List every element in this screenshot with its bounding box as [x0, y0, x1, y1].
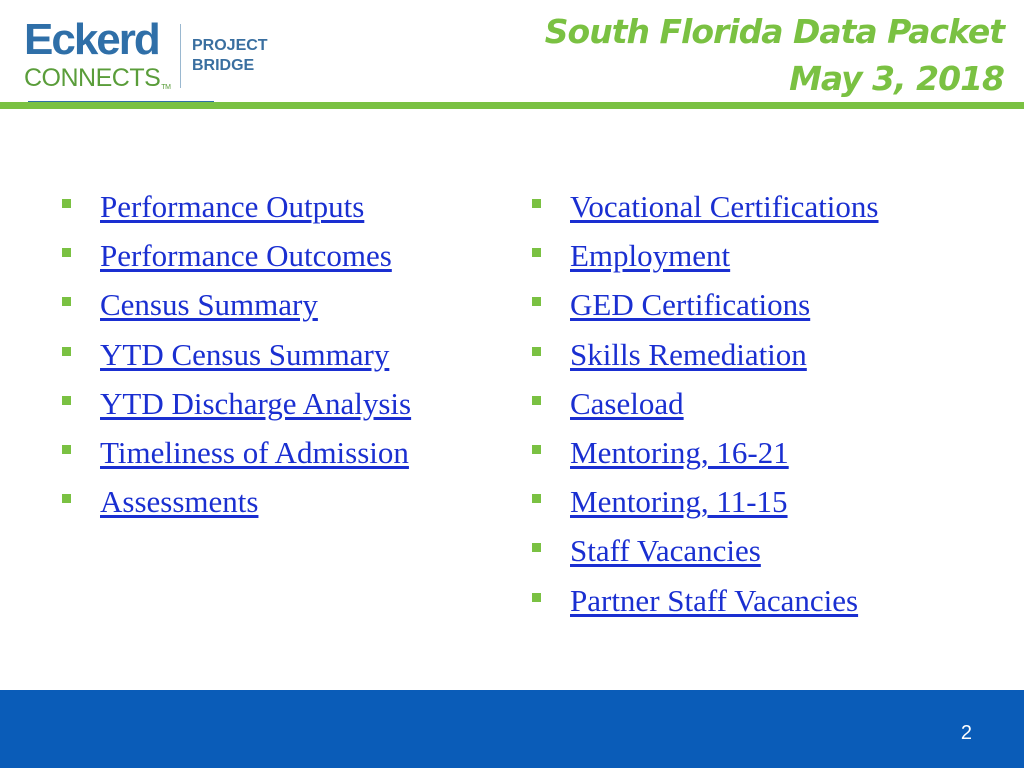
bullet-square-icon [62, 297, 71, 306]
bullet-square-icon [532, 593, 541, 602]
link-census-summary[interactable]: Census Summary [100, 287, 318, 323]
list-item [532, 526, 879, 575]
bullet-square-icon [62, 494, 71, 503]
bullet-square-icon [532, 494, 541, 503]
bullet-square-icon [62, 445, 71, 454]
list-item [62, 379, 411, 428]
logo-brand-text: Eckerd [24, 15, 159, 64]
title-line-1: South Florida Data Packet [544, 12, 1004, 51]
list-item [62, 231, 411, 280]
link-skills-remediation[interactable]: Skills Remediation [570, 336, 807, 372]
list-item [532, 182, 879, 231]
link-ytd-discharge-analysis[interactable]: YTD Discharge Analysis [100, 385, 412, 421]
link-ytd-census-summary[interactable]: YTD Census Summary [100, 336, 390, 372]
bullet-square-icon [532, 297, 541, 306]
link-assessments[interactable]: Assessments [100, 484, 259, 520]
list-item [532, 379, 879, 428]
page-number: 2 [960, 722, 972, 744]
eckerd-connects-logo [22, 6, 272, 106]
bullet-square-icon [532, 347, 541, 356]
list-item [532, 477, 879, 526]
logo-sub-text: CONNECTSTM [24, 64, 171, 92]
bullet-square-icon [532, 199, 541, 208]
bullet-square-icon [532, 543, 541, 552]
logo-project-bridge [192, 36, 268, 76]
list-item [62, 330, 411, 379]
link-list-right [532, 182, 879, 625]
bullet-square-icon [62, 347, 71, 356]
link-caseload[interactable]: Caseload [570, 385, 684, 421]
bullet-square-icon [532, 445, 541, 454]
link-mentoring-16-21[interactable]: Mentoring, 16-21 [570, 434, 789, 470]
bullet-square-icon [62, 396, 71, 405]
link-partner-staff-vacancies[interactable]: Partner Staff Vacancies [570, 582, 859, 618]
link-ged-certifications[interactable]: GED Certifications [570, 287, 811, 323]
logo-divider [180, 24, 181, 88]
list-item [62, 477, 411, 526]
list-item [532, 231, 879, 280]
bullet-square-icon [62, 199, 71, 208]
link-performance-outcomes[interactable]: Performance Outcomes [100, 238, 392, 274]
header-divider [0, 102, 1024, 109]
logo-project-line: PROJECT [192, 37, 268, 54]
list-item [532, 280, 879, 329]
list-item [62, 428, 411, 477]
bullet-square-icon [62, 248, 71, 257]
link-mentoring-11-15[interactable]: Mentoring, 11-15 [570, 484, 788, 520]
link-vocational-certifications[interactable]: Vocational Certifications [570, 189, 879, 224]
logo-bridge-line: BRIDGE [192, 57, 255, 74]
link-timeliness-of-admission[interactable]: Timeliness of Admission [100, 434, 409, 470]
list-item [532, 330, 879, 379]
footer-bar [0, 690, 1024, 768]
list-item [62, 182, 411, 231]
link-list-left [62, 182, 411, 526]
link-staff-vacancies[interactable]: Staff Vacancies [570, 533, 761, 569]
page-title [545, 8, 1004, 102]
link-employment[interactable]: Employment [570, 238, 731, 274]
logo-trademark: TM [161, 84, 171, 91]
link-performance-outputs[interactable]: Performance Outputs [100, 189, 365, 224]
list-item [532, 428, 879, 477]
title-line-2: May 3, 2018 [789, 59, 1004, 98]
bullet-square-icon [532, 396, 541, 405]
list-item [62, 280, 411, 329]
bullet-square-icon [532, 248, 541, 257]
list-item [532, 576, 879, 625]
